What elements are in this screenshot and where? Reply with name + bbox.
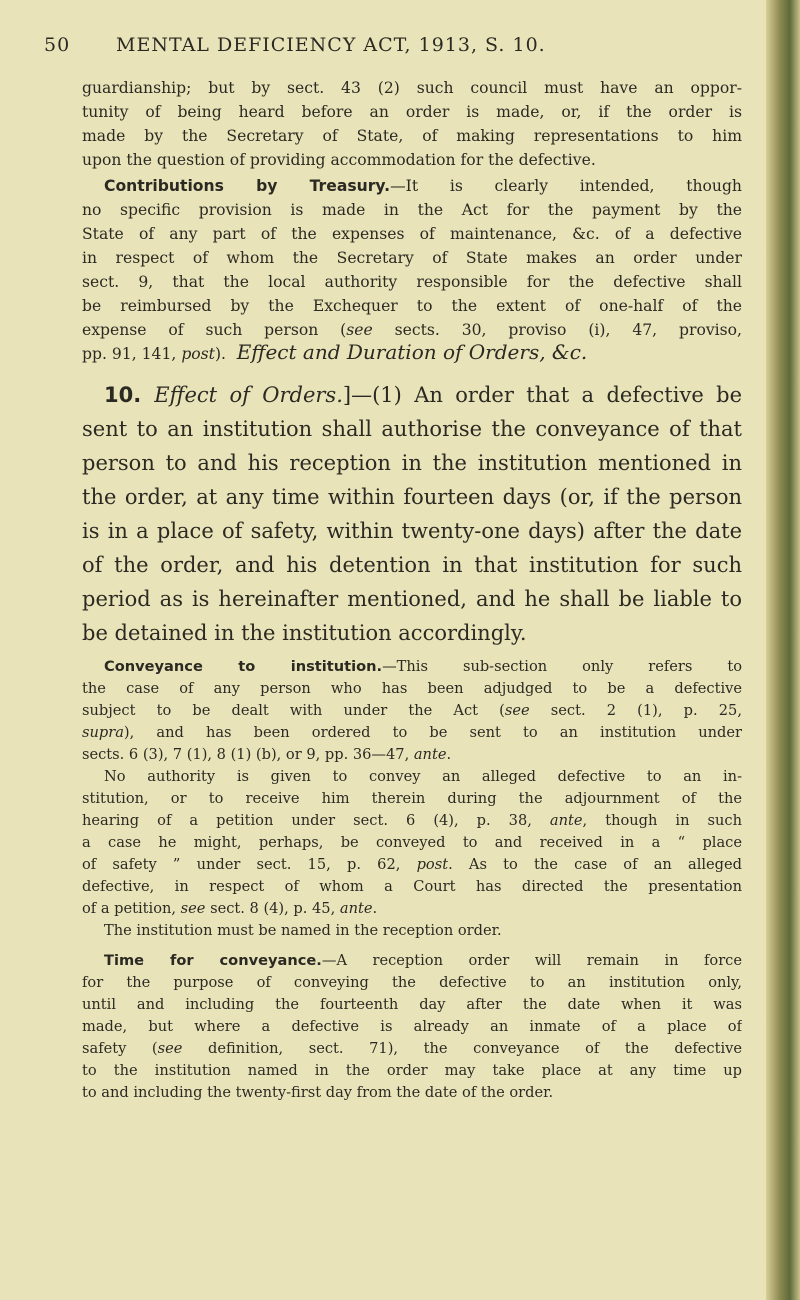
text-run: upon the question of providing accommodation for the defective. [82,151,596,169]
text-line [82,174,742,198]
text-line [82,1016,742,1038]
text-run: pp. 91, 141, [82,345,182,363]
text-run: stitution, or to receive him therein during the adjournment of the [82,790,742,807]
section-10-text [82,378,742,650]
text-line [82,972,742,994]
text-run: ]—(1) An order that a defective be [342,383,742,407]
text-run: to the institution named in the order may take place at any time up [82,1062,742,1079]
note-conveyance-to-institution [82,656,742,942]
bold-heading: 10. [104,383,155,407]
text-run: sects. 6 (3), 7 (1), 8 (1) (b), or 9, pp. 36—47, [82,746,414,763]
text-line [82,222,742,246]
text-run: of safety ” under sect. 15, p. 62, [82,856,417,873]
italic-text: post [181,345,215,363]
text-run: —It is clearly intended, though [390,177,742,195]
text-run: sect. 8 (4), p. 45, [205,900,340,917]
paragraph-guardianship [82,76,742,172]
text-line [82,148,742,172]
text-line [82,582,742,616]
text-run: a case he might, perhaps, be conveyed to and received in a “ place [82,834,742,851]
text-line [82,744,742,766]
text-run: the case of any person who has been adjudged to be a defective [82,680,742,697]
note-time-for-conveyance [82,950,742,1104]
text-run: No authority is given to convey an alleged defective to an in- [104,768,742,785]
text-line [82,722,742,744]
text-line [82,898,742,920]
running-title: MENTAL DEFICIENCY ACT, 1913, S. 10. [116,34,546,56]
bold-heading: Conveyance to institution. [104,658,383,675]
text-run: ). [214,345,226,363]
text-line [82,1038,742,1060]
text-run: guardianship; but by sect. 43 (2) such council must have an oppor- [82,79,742,97]
text-run: , though in such [582,812,742,829]
text-run: sects. 30, proviso (i), 47, proviso, [372,321,742,339]
text-run: State of any part of the expenses of maintenance, &c. of a defective [82,225,742,243]
text-line [82,76,742,100]
italic-text: ante [549,812,583,829]
text-run: no specific provision is made in the Act for the payment by the [82,201,742,219]
text-line [82,246,742,270]
text-run: defective, in respect of whom a Court has directed the presentation [82,878,742,895]
text-line [82,766,742,788]
text-line [82,1060,742,1082]
text-run: in respect of whom the Secretary of State makes an order under [82,249,742,267]
text-line [82,446,742,480]
text-run: . [446,746,452,763]
text-run: —This sub-section only refers to [382,658,742,675]
text-line [82,198,742,222]
text-run: person to and his reception in the institution mentioned in [82,451,742,475]
italic-text: ante [339,900,373,917]
paragraph-contributions-by-treasury [82,174,742,366]
text-run: the order, at any time within fourteen days (or, if the person [82,485,742,509]
text-run: of the order, and his detention in that institution for such [82,553,742,577]
text-run: subject to be dealt with under the Act ( [82,702,505,719]
running-header [44,34,724,58]
text-run: The institution must be named in the reception order. [104,922,502,939]
text-line [82,548,742,582]
text-run: is in a place of safety, within twenty-one days) after the date [82,519,742,543]
bold-heading: Contributions by Treasury. [104,177,391,195]
text-line [82,994,742,1016]
text-run: period as is hereinafter mentioned, and he shall be liable to [82,587,742,611]
text-run: definition, sect. 71), the conveyance of the defective [182,1040,742,1057]
text-run: be reimbursed by the Exchequer to the extent of one-half of the [82,297,742,315]
text-run: —A reception order will remain in force [321,952,742,969]
text-line [82,678,742,700]
italic-text: see [157,1040,183,1057]
italic-text: Effect of Orders. [154,383,343,407]
text-line [82,700,742,722]
text-run: for the purpose of conveying the defective to an institution only, [82,974,742,991]
text-run: to and including the twenty-first day from the date of the order. [82,1084,554,1101]
page-number: 50 [44,34,71,56]
text-run: . [372,900,378,917]
italic-text: see [504,702,530,719]
text-run: made by the Secretary of State, of making representations to him [82,127,742,145]
text-run: sect. 9, that the local authority responsible for the defective shall [82,273,742,291]
text-line [82,810,742,832]
text-run: made, but where a defective is already an inmate of a place of [82,1018,742,1035]
italic-text: see [346,321,373,339]
text-run: expense of such person ( [82,321,347,339]
text-run: ), and has been ordered to be sent to an institution under [123,724,742,741]
section-subheading: Effect and Duration of Orders, &c. [236,340,588,364]
text-run: sent to an institution shall authorise the conveyance of that [82,417,742,441]
text-line [82,854,742,876]
text-line [82,656,742,678]
text-line [82,788,742,810]
text-line [82,124,742,148]
text-line [82,100,742,124]
text-run: hearing of a petition under sect. 6 (4), p. 38, [82,812,550,829]
text-run: of a petition, [82,900,181,917]
text-run: safety ( [82,1040,158,1057]
text-line [82,412,742,446]
text-line [82,514,742,548]
text-run: sect. 2 (1), p. 25, [529,702,742,719]
text-line [82,920,742,942]
italic-text: see [180,900,206,917]
text-line [82,318,742,342]
text-run: tunity of being heard before an order is made, or, if the order is [82,103,742,121]
bold-heading: Time for conveyance. [104,952,322,969]
text-line [82,616,742,650]
italic-text: supra [82,724,124,741]
text-line [82,950,742,972]
text-line [82,876,742,898]
text-line [82,1082,742,1104]
italic-text: post [416,856,449,873]
italic-text: ante [413,746,447,763]
text-line [82,832,742,854]
text-run: be detained in the institution accordingly. [82,621,527,645]
text-line [82,378,742,412]
text-line [82,294,742,318]
text-line [82,270,742,294]
text-run: until and including the fourteenth day after the date when it was [82,996,742,1013]
text-run: . As to the case of an alleged [448,856,742,873]
book-binding-edge [766,0,800,1300]
text-line [82,480,742,514]
